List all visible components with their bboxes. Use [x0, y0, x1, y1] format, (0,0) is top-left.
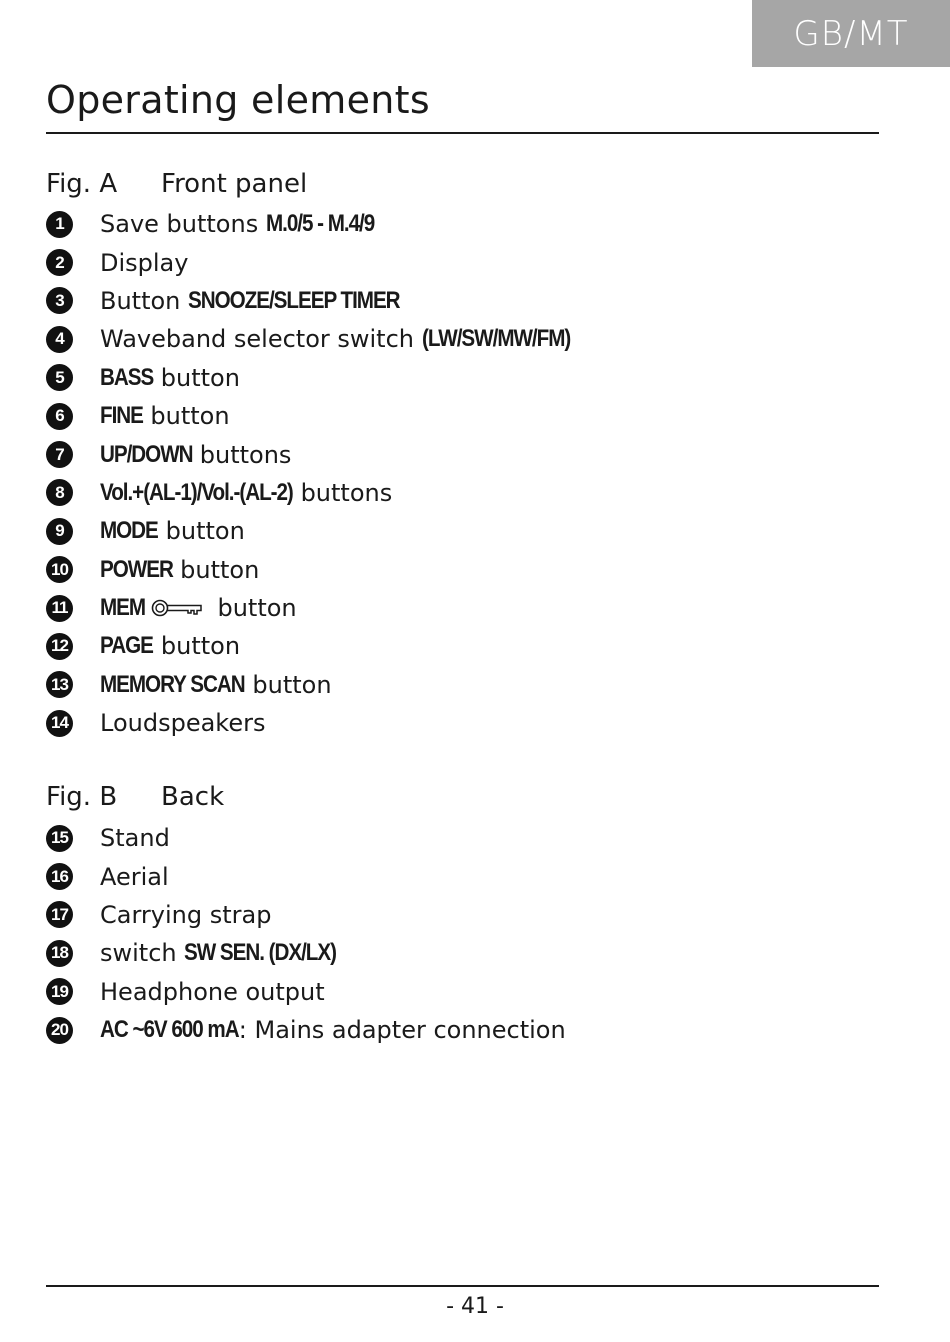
item-number-badge: 10	[46, 556, 73, 583]
list-item	[46, 896, 566, 934]
item-suffix-text: buttons	[192, 440, 292, 469]
list-item	[46, 1011, 566, 1049]
item-control-label: BASS	[100, 363, 154, 391]
list-item	[46, 973, 566, 1011]
list-item	[46, 397, 570, 435]
language-tab: GB/MT	[752, 0, 950, 67]
item-number-badge: 19	[46, 978, 73, 1005]
fig-b-heading	[46, 782, 224, 812]
item-number-badge: 9	[46, 518, 73, 545]
item-suffix-text: : Mains adapter connection	[238, 1016, 566, 1045]
list-item	[46, 205, 570, 243]
item-control-label: MEM	[100, 594, 146, 622]
list-item	[46, 819, 566, 857]
item-suffix-text: button	[172, 555, 260, 584]
item-text: Loudspeakers	[100, 709, 266, 738]
item-text: Save buttons	[100, 210, 266, 239]
item-control-label: AC ~6V 600 mA	[100, 1016, 239, 1044]
fig-a-label: Fig. A	[46, 169, 118, 199]
item-number-badge: 20	[46, 1017, 73, 1044]
list-item	[46, 243, 570, 281]
title-rule	[46, 132, 879, 134]
item-control-label: SW SEN. (DX/LX)	[184, 939, 337, 967]
item-text: Stand	[100, 824, 170, 853]
item-text: Button	[100, 286, 189, 315]
item-text: Aerial	[100, 862, 169, 891]
item-number-badge: 7	[46, 441, 73, 468]
item-number-badge: 2	[46, 249, 73, 276]
list-item	[46, 474, 570, 512]
item-control-label: MEMORY SCAN	[100, 670, 245, 698]
item-text: Headphone output	[100, 977, 325, 1006]
item-suffix-text: button	[142, 402, 230, 431]
item-control-label: POWER	[100, 555, 173, 583]
item-number-badge: 1	[46, 211, 73, 238]
item-number-badge: 17	[46, 901, 73, 928]
list-item	[46, 359, 570, 397]
item-number-badge: 15	[46, 825, 73, 852]
item-suffix-text: button	[158, 517, 245, 546]
item-number-badge: 6	[46, 403, 73, 430]
item-number-badge: 12	[46, 633, 73, 660]
item-suffix-text: button	[244, 670, 332, 699]
item-suffix-text: button	[153, 363, 240, 392]
item-number-badge: 8	[46, 479, 73, 506]
item-control-label: FINE	[100, 402, 143, 430]
item-suffix-text: button	[153, 632, 241, 661]
item-text: switch	[100, 939, 185, 968]
list-item	[46, 666, 570, 704]
item-text: Waveband selector switch	[100, 325, 422, 354]
list-item	[46, 282, 570, 320]
list-item	[46, 627, 570, 665]
fig-a-title: Front panel	[161, 169, 308, 199]
list-item	[46, 551, 570, 589]
item-suffix-text: buttons	[292, 478, 393, 507]
page-title: Operating elements	[46, 78, 430, 122]
list-item	[46, 857, 566, 895]
footer-rule	[46, 1285, 879, 1287]
fig-a-list	[46, 205, 570, 742]
item-control-label: SNOOZE/SLEEP TIMER	[188, 286, 400, 314]
item-control-label: Vol.+(AL-1)/Vol.-(AL-2)	[100, 478, 293, 506]
item-number-badge: 3	[46, 287, 73, 314]
fig-b-list	[46, 819, 566, 1049]
fig-a-heading	[46, 169, 307, 199]
fig-b-label: Fig. B	[46, 782, 118, 812]
item-control-label: MODE	[100, 517, 158, 545]
item-number-badge: 4	[46, 326, 73, 353]
list-item	[46, 512, 570, 550]
list-item	[46, 934, 566, 972]
list-item	[46, 320, 570, 358]
item-suffix-text: button	[217, 594, 297, 623]
item-control-label: M.0/5 - M.4/9	[265, 210, 375, 238]
item-text: Carrying strap	[100, 900, 272, 929]
page-number: - 41 -	[446, 1294, 504, 1319]
item-text: Display	[100, 248, 189, 277]
fig-b-title: Back	[161, 782, 225, 812]
key-icon	[151, 597, 203, 619]
item-control-label: (LW/SW/MW/FM)	[421, 325, 570, 353]
item-number-badge: 5	[46, 364, 73, 391]
item-number-badge: 14	[46, 710, 73, 737]
item-number-badge: 18	[46, 940, 73, 967]
list-item	[46, 435, 570, 473]
item-number-badge: 11	[46, 595, 73, 622]
item-control-label: UP/DOWN	[100, 440, 193, 468]
list-item	[46, 704, 570, 742]
list-item	[46, 589, 570, 627]
item-number-badge: 13	[46, 671, 73, 698]
item-control-label: PAGE	[100, 632, 153, 660]
item-number-badge: 16	[46, 863, 73, 890]
